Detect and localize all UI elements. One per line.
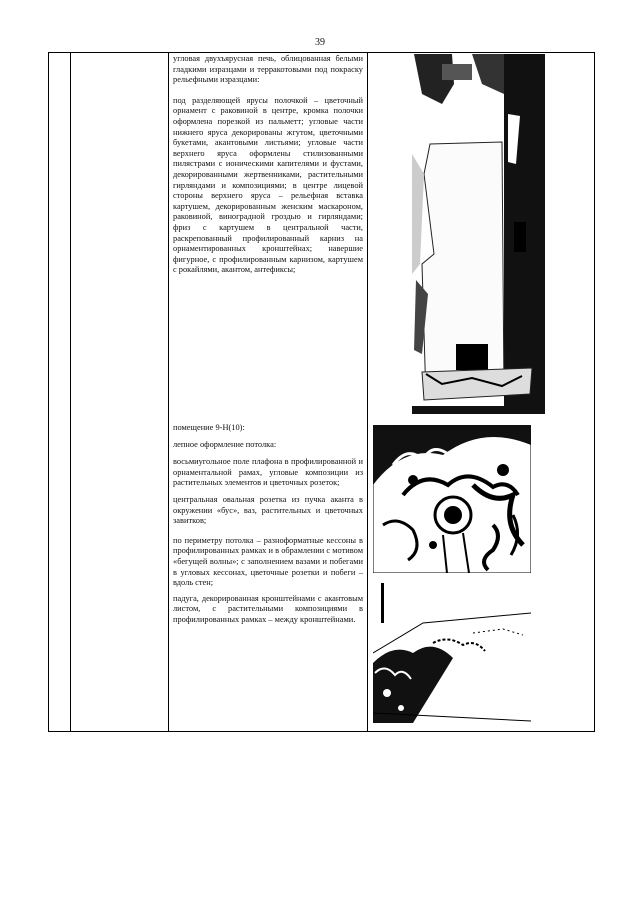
stove-description xyxy=(173,54,363,276)
ceiling-rosette: центральная овальная розетка из пучка аканта в окружении «бус», ваз, растительных и цветочных завитков; xyxy=(173,494,363,526)
stove-details: под разделяющей ярусы полочкой – цветочный орнамент с раковиной в центре, кромка полочки оформлена порезкой из пальметт; угловые части нижнего яруса декорированы жгутом, цветочными букетами, акантовыми листьями; угловые части верхнего яруса оформлены стилизованными пилястрами с ионическими капителями и фустами, декорированными жертвенниками, растительными гирляндами и композициями; в центре лицевой стороны верхнего яруса – рельефная вставка картушем, декорированным женским маскароном, раковиной, виноградной гроздью и гирляндами; фриз с картушем в центральной части, раскрепованный профилированный карниз на орнаментированных кронштейнах; навершие фигурное, с профилированным карнизом, картушем с рокайлями, акантом, антефиксы; xyxy=(173,95,363,275)
room-title: помещение 9-Н(10): xyxy=(173,423,245,432)
ceiling-stucco-photo xyxy=(373,425,531,573)
ceiling-plafond: восьмиугольное поле плафона в профилированной и орнаментальной рамах, угловые композиции из растительных элементов и цветочных розеток; xyxy=(173,457,363,488)
table-border-left xyxy=(48,52,49,732)
ceiling-coffers: по периметру потолка – разноформатные кессоны в профилированных рамках и в обрамлении с мотивом «бегущей волны»; с заполнением вазами и побегами в угловых кессонах, цветочные розетки и побеги – вдоль стен; xyxy=(173,535,363,588)
table-divider-2 xyxy=(168,52,169,732)
table-divider-3 xyxy=(367,52,368,732)
table-border-top xyxy=(48,52,595,53)
page-number: 39 xyxy=(315,37,325,48)
ceiling-heading: лепное оформление потолка: xyxy=(173,439,277,449)
room-description xyxy=(173,423,363,626)
table-border-bottom xyxy=(48,731,595,732)
table-divider-1 xyxy=(70,52,71,732)
ceiling-cove-photo xyxy=(373,583,531,723)
stove-photo xyxy=(412,54,545,414)
table-border-right xyxy=(594,52,595,732)
stove-intro: угловая двухъярусная печь, облицованная белыми гладкими изразцами и терракотовыми под покраску рельефными изразцами: xyxy=(173,54,363,85)
ceiling-cove: падуга, декорированная кронштейнами с акантовым листом, с растительными композициями в профилированных рамках – между кронштейнами. xyxy=(173,593,363,624)
